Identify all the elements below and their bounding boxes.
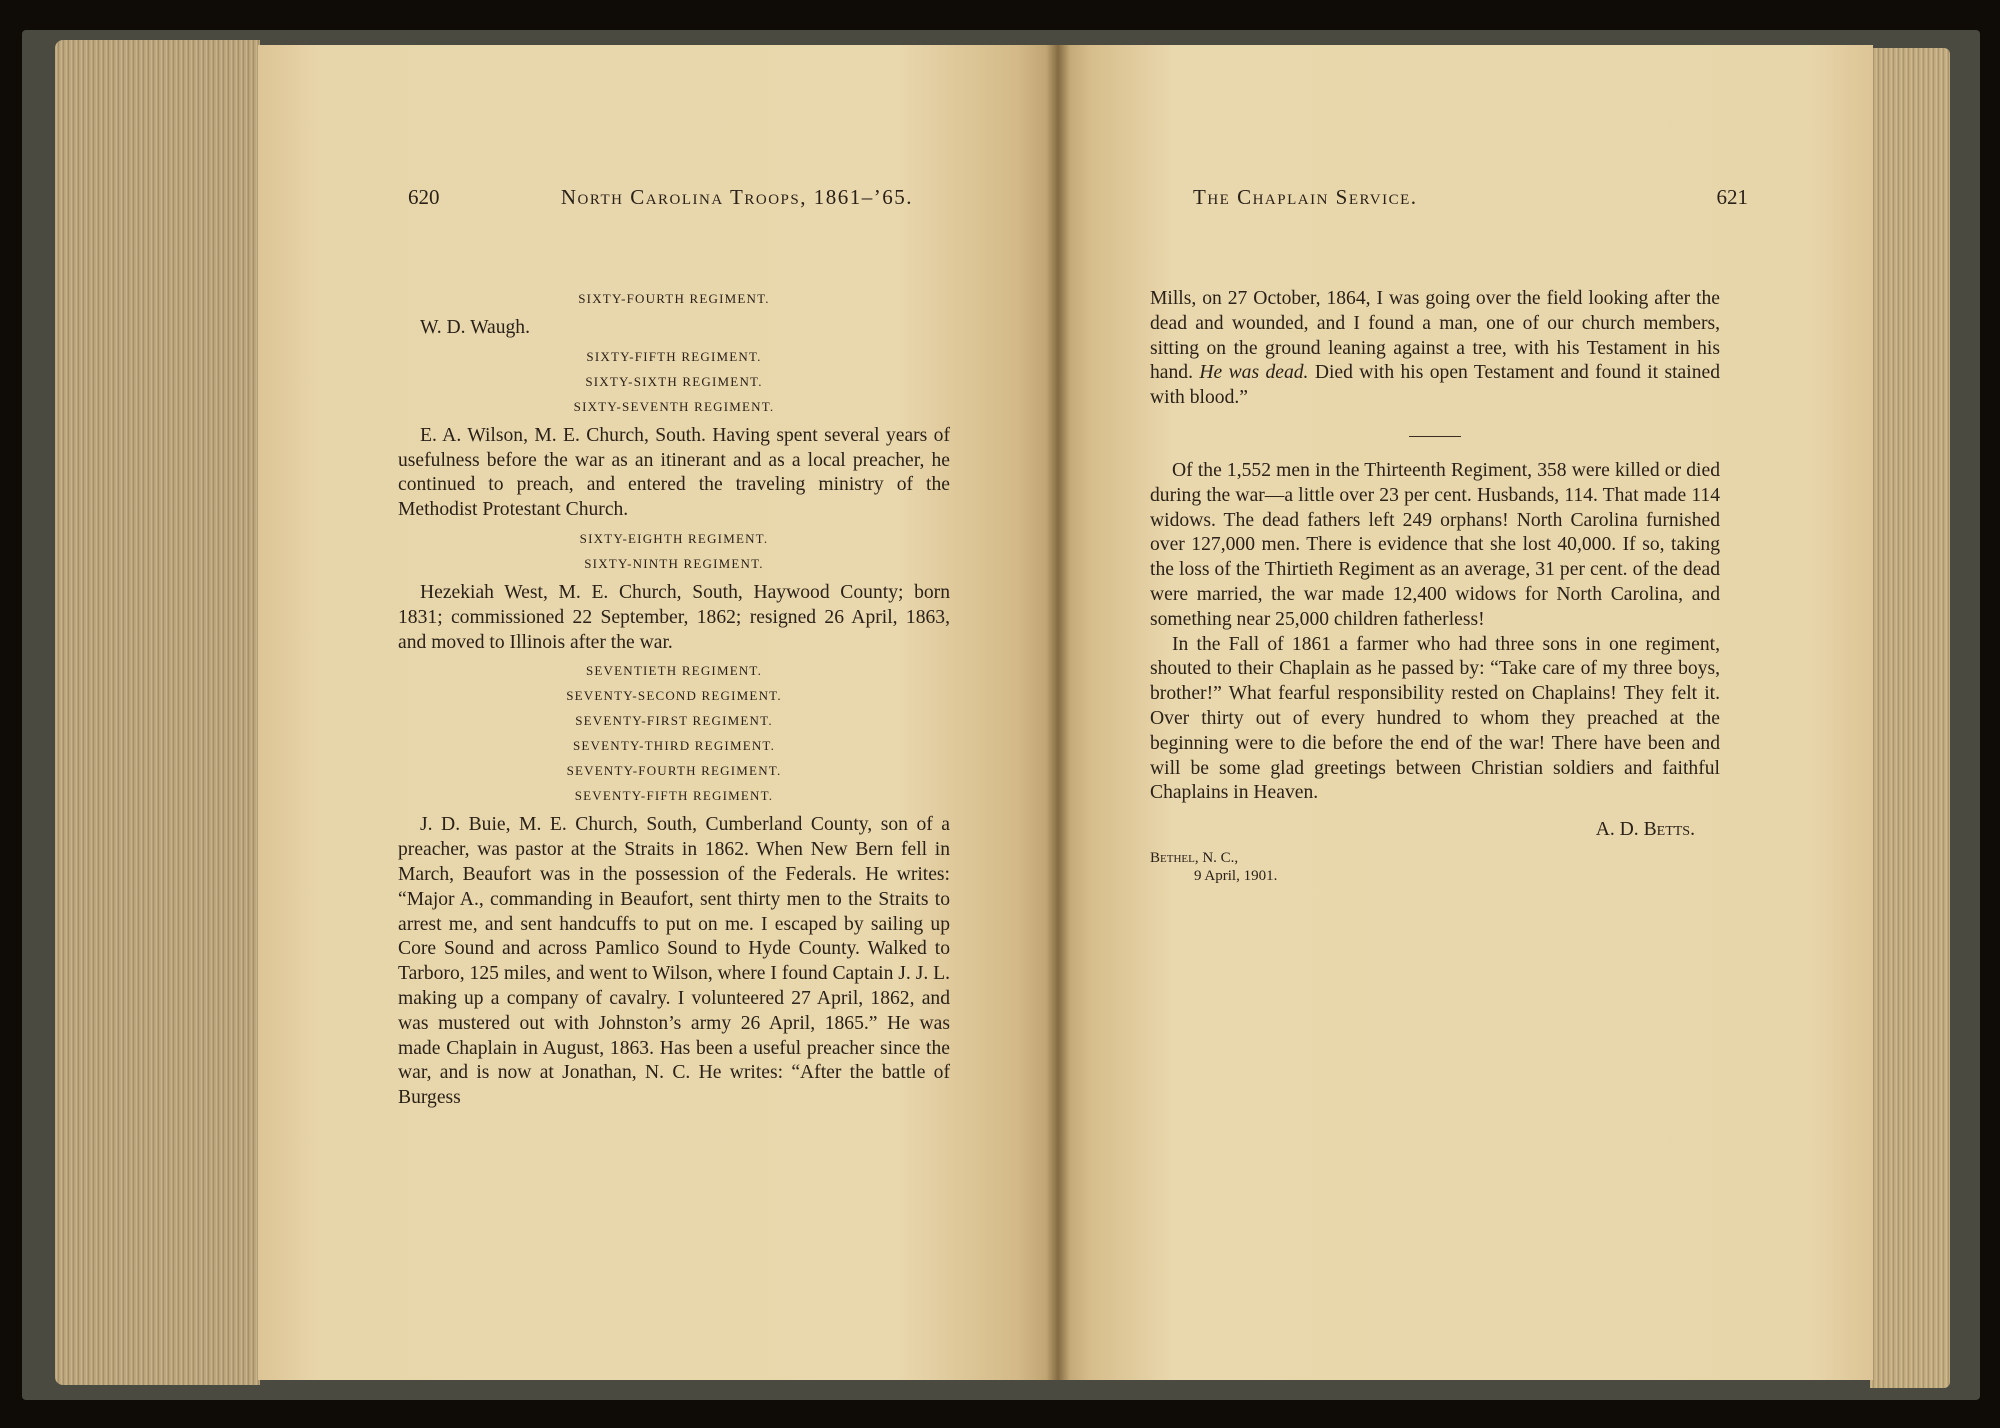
book-gutter: [1046, 45, 1070, 1380]
para-fall-1861: In the Fall of 1861 a farmer who had three sons in one regiment, shouted to their Chaplain as he passed by: “Take care of my three boys, brother!” What fearful responsibility rested on Chaplains! They felt it. Over thirty out of every hundred to whom they preached at the beginning were to die before the end of the war! There have been and will be some glad greetings between Christian soldiers and faithful Chaplains in Heaven.: [1150, 633, 1720, 804]
continued-text-a: Mills, on 27 October, 1864, I was going over the field looking after the dead and wounded, and I found a man, one of our church members, sitting on the ground leaning against a tree, with his Testament in his hand.: [1150, 288, 1720, 384]
continued-italic: He was dead.: [1199, 362, 1309, 384]
para-west: Hezekiah West, M. E. Church, South, Haywood County; born 1831; commissioned 22 September, 1862; resigned 26 April, 1863, and moved to Illinois after the war.: [398, 581, 950, 653]
right-page: [1058, 45, 1873, 1380]
para-continued-buie: [1150, 287, 1720, 411]
heading-sixty-eighth: SIXTY-EIGHTH REGIMENT.: [579, 530, 769, 546]
para-buie: J. D. Buie, M. E. Church, South, Cumberland County, son of a preacher, was pastor at the Straits in 1862. When New Bern fell in March, Beaufort was in the possession of the Federals. He writes: “Major A., commanding in Beaufort, sent thirty men to the Straits to arrest me, and sent handcuffs to put on me. I escaped by sailing up Core Sound and across Pamlico Sound to Hyde County. Walked to Tarboro, 125 miles, and went to Wilson, where I found Captain J. J. L. making up a company of cavalry. I volunteered 27 April, 1862, and was mustered out with Johnston’s army 26 April, 1865.” He was made Chaplain in August, 1863. Has been a useful preacher since the war, and is now at Jonathan, N. C. He writes: “After the battle of Burgess: [398, 814, 950, 1109]
left-running-title: North Carolina Troops, 1861–’65.: [560, 185, 913, 209]
heading-sixty-fourth: SIXTY-FOURTH REGIMENT.: [578, 291, 770, 306]
heading-seventy-fourth: SEVENTY-FOURTH REGIMENT.: [566, 763, 782, 779]
continued-text-b: Died with his open Testament and found it stained with blood.”: [1150, 362, 1720, 409]
signature-name: [1150, 818, 1695, 843]
heading-sixty-fifth: SIXTY-FIFTH REGIMENT.: [586, 348, 762, 364]
heading-seventy-first: SEVENTY-FIRST REGIMENT.: [575, 713, 773, 729]
heading-seventy-second: SEVENTY-SECOND REGIMENT.: [566, 688, 782, 704]
left-page-number: 620: [408, 185, 440, 209]
para-waugh: W. D. Waugh.: [420, 317, 530, 338]
heading-seventy-third: SEVENTY-THIRD REGIMENT.: [572, 738, 776, 754]
right-running-head: [1193, 185, 1748, 210]
right-running-title: The Chaplain Service.: [1193, 185, 1418, 209]
page-edges-right: [1870, 48, 1950, 1388]
heading-seventieth: SEVENTIETH REGIMENT.: [585, 663, 763, 679]
right-text-column: [1150, 287, 1720, 885]
heading-seventy-fifth: SEVENTY-FIFTH REGIMENT.: [574, 788, 774, 804]
para-wilson: E. A. Wilson, M. E. Church, South. Having spent several years of usefulness before the war as an itinerant and as a local preacher, he continued to preach, and entered the traveling ministry of the Methodist Protestant Church.: [398, 424, 950, 521]
left-page: [258, 45, 1058, 1380]
para-widows: Of the 1,552 men in the Thirteenth Regiment, 358 were killed or died during the war—a little over 23 per cent. Husbands, 114. That made 114 widows. The dead fathers left 249 orphans! North Carolina furnished over 127,000 men. There is evidence that she lost 40,000. If so, taking the loss of the Thirtieth Regiment as an average, 31 per cent. of the dead were married, the war made 12,400 widows for North Carolina, and something near 25,000 children fatherless!: [1150, 459, 1720, 630]
signature-place-name: Bethel: [1150, 849, 1195, 866]
page-edges-left: [55, 40, 260, 1385]
left-running-head: [408, 185, 913, 210]
heading-sixty-seventh: SIXTY-SEVENTH REGIMENT.: [573, 398, 775, 414]
signature-place: [1150, 849, 1720, 867]
heading-sixty-ninth: SIXTY-NINTH REGIMENT.: [584, 555, 764, 571]
section-divider: [1409, 436, 1461, 437]
right-page-number: 621: [1716, 185, 1748, 209]
signature-date: 9 April, 1901.: [1194, 867, 1278, 884]
left-text-column: [398, 283, 950, 1111]
heading-sixty-sixth: SIXTY-SIXTH REGIMENT.: [585, 373, 763, 389]
signature-text: A. D. Betts.: [1595, 819, 1695, 841]
signature-place-rest: , N. C.,: [1194, 849, 1239, 866]
